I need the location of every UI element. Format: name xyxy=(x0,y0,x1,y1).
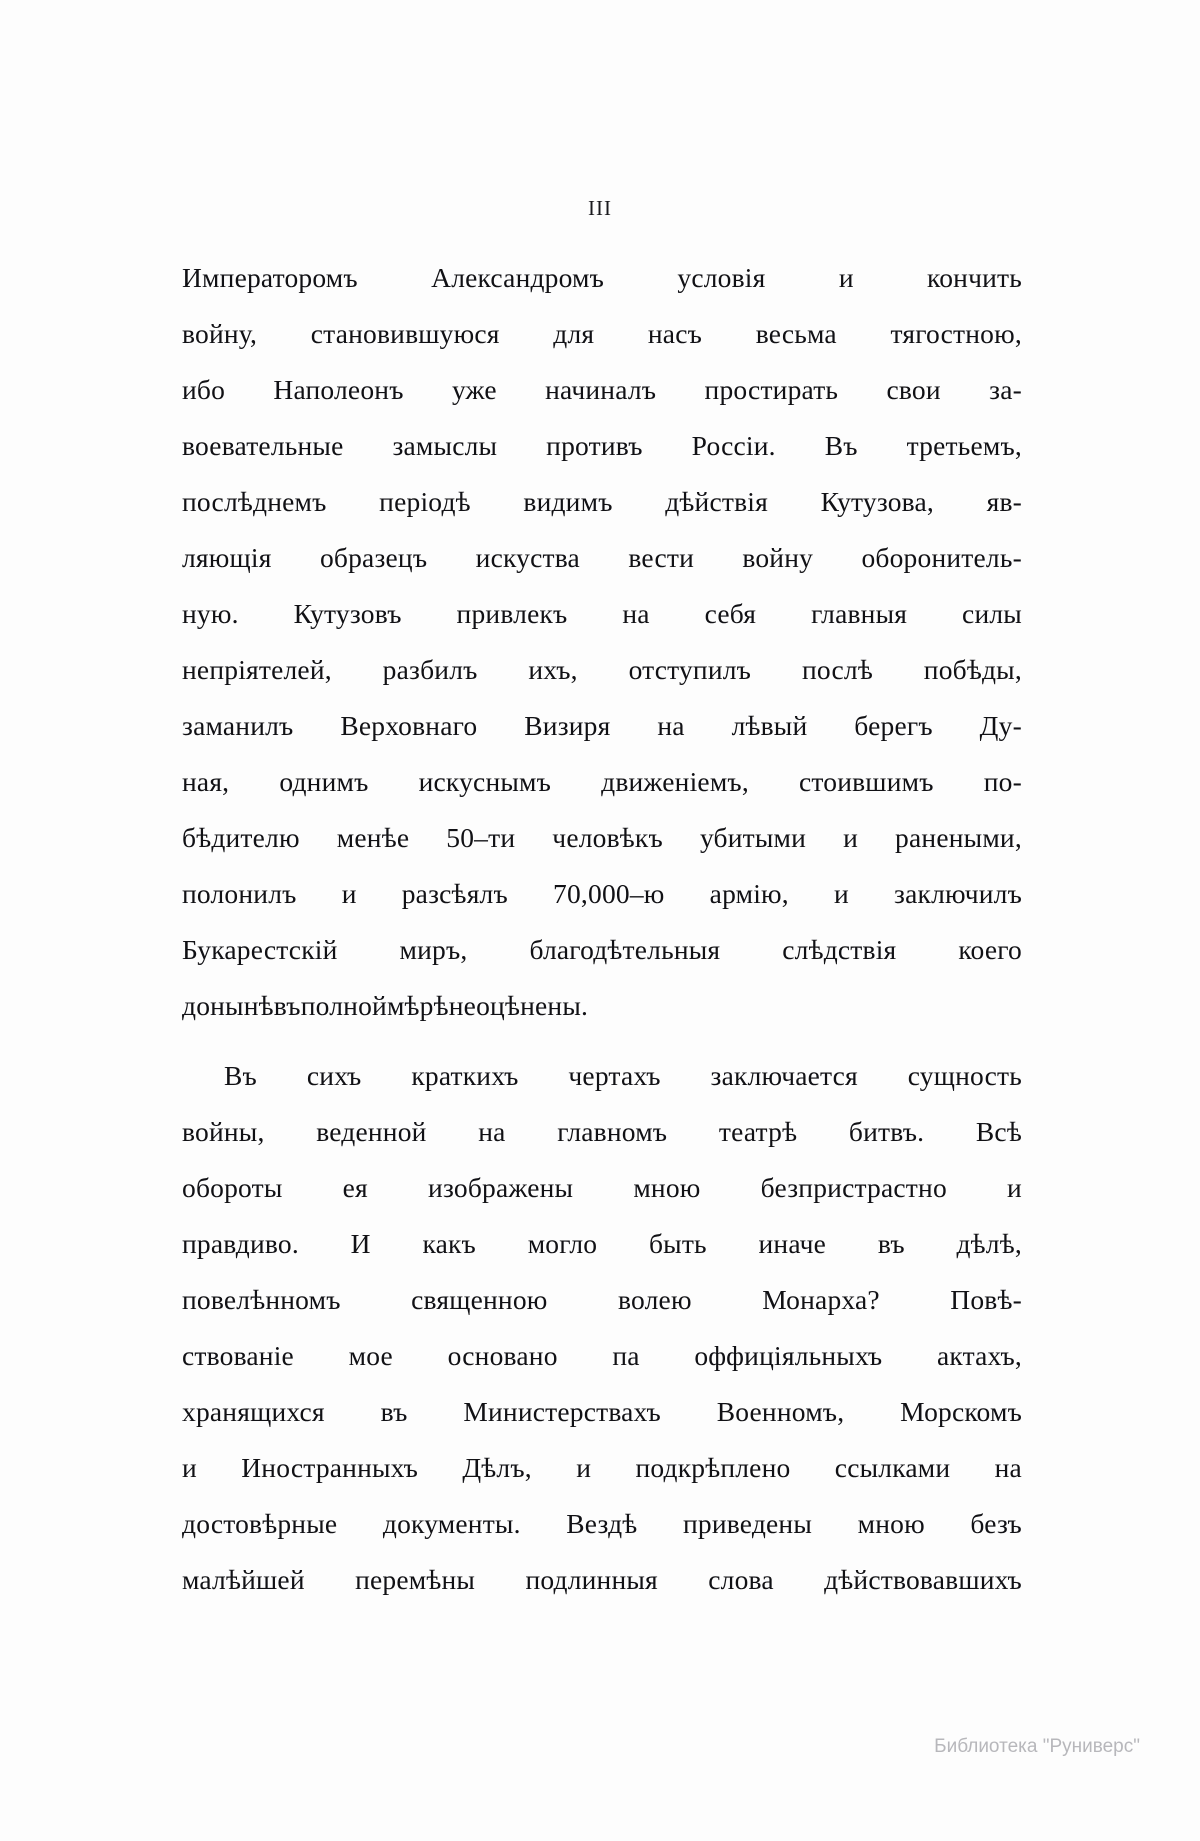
word: полонилъ xyxy=(182,878,297,909)
word: па xyxy=(612,1340,640,1371)
word: и xyxy=(1007,1172,1022,1203)
word: насъ xyxy=(647,318,703,349)
text-line xyxy=(182,586,1022,642)
word: себя xyxy=(704,598,757,629)
word: побѣды, xyxy=(923,654,1022,685)
word: сихъ xyxy=(306,1060,362,1091)
word: Повѣ- xyxy=(950,1284,1022,1315)
text-line xyxy=(182,810,1022,866)
word: не xyxy=(448,990,477,1021)
word: отступилъ xyxy=(628,654,752,685)
word: Россіи. xyxy=(691,430,776,461)
word: искуснымъ xyxy=(418,766,552,797)
word: и xyxy=(834,878,849,909)
text-line xyxy=(182,306,1022,362)
text-line xyxy=(182,362,1022,418)
word: въ xyxy=(380,1396,408,1427)
word: однимъ xyxy=(279,766,369,797)
word: періодѣ xyxy=(379,486,471,517)
word: образецъ xyxy=(319,542,428,573)
word: послѣднемъ xyxy=(182,486,327,517)
word: на xyxy=(994,1452,1022,1483)
word: быть xyxy=(648,1228,707,1259)
word: вести xyxy=(628,542,694,573)
text-line xyxy=(182,1216,1022,1272)
text-line xyxy=(182,250,1022,306)
word: безпристрастно xyxy=(760,1172,947,1203)
word: Морскомъ xyxy=(900,1396,1022,1427)
word: перемѣны xyxy=(355,1564,476,1595)
word: Монарха? xyxy=(762,1284,880,1315)
word: простирать xyxy=(704,374,839,405)
word: оффиціяльныхъ xyxy=(694,1340,883,1371)
word: повелѣнномъ xyxy=(182,1284,341,1315)
word: ссылками xyxy=(834,1452,951,1483)
word: достовѣрные xyxy=(182,1508,338,1539)
word: Верховнаго xyxy=(340,710,478,741)
word: оцѣнены. xyxy=(476,990,589,1021)
word: обороты xyxy=(182,1172,283,1203)
word: заключилъ xyxy=(894,878,1022,909)
text-line xyxy=(182,866,1022,922)
word: воевательные xyxy=(182,430,344,461)
text-line xyxy=(182,978,1022,1034)
word: могло xyxy=(527,1228,598,1259)
word: хранящихся xyxy=(182,1396,325,1427)
word: благодѣтельныя xyxy=(529,934,721,965)
word: движеніемъ, xyxy=(601,766,749,797)
word: театрѣ xyxy=(718,1116,798,1147)
word: видимъ xyxy=(523,486,613,517)
word: ихъ, xyxy=(528,654,578,685)
word: главномъ xyxy=(557,1116,668,1147)
word: Ду- xyxy=(979,710,1022,741)
word: актахъ, xyxy=(936,1340,1022,1371)
text-line xyxy=(182,1272,1022,1328)
word: сущность xyxy=(907,1060,1022,1091)
word: 70,000–ю xyxy=(553,878,665,909)
word: войну xyxy=(742,542,814,573)
word: становившуюся xyxy=(310,318,500,349)
word: Александромъ xyxy=(431,262,605,293)
text-line xyxy=(182,530,1022,586)
word: миръ, xyxy=(399,934,468,965)
word: лѣвый xyxy=(731,710,808,741)
text-line xyxy=(182,642,1022,698)
word: Наполеонъ xyxy=(273,374,404,405)
text-line xyxy=(182,1104,1022,1160)
word: И xyxy=(350,1228,371,1259)
word: Министерствахъ xyxy=(463,1396,661,1427)
word: Военномъ, xyxy=(716,1396,845,1427)
word: чертахъ xyxy=(568,1060,661,1091)
word: Кутузова, xyxy=(820,486,934,517)
word: и xyxy=(576,1452,592,1483)
word: свои xyxy=(886,374,941,405)
word: краткихъ xyxy=(411,1060,519,1091)
word: и xyxy=(838,262,854,293)
word: ранеными, xyxy=(895,822,1022,853)
word: на xyxy=(478,1116,506,1147)
text-line xyxy=(182,1384,1022,1440)
word: волею xyxy=(618,1284,692,1315)
word: Визиря xyxy=(524,710,611,741)
word: стоившимъ xyxy=(799,766,934,797)
word: кончить xyxy=(927,262,1022,293)
word: ная, xyxy=(182,766,230,797)
text-line xyxy=(182,698,1022,754)
word: мною xyxy=(857,1508,925,1539)
word: третьемъ, xyxy=(906,430,1022,461)
word: Иностранныхъ xyxy=(241,1452,419,1483)
library-watermark: Библиотека "Руниверс" xyxy=(934,1736,1140,1757)
word: бѣдителю xyxy=(182,822,300,853)
word: дѣйствовавшихъ xyxy=(824,1564,1022,1595)
word: иначе xyxy=(758,1228,827,1259)
word: Вездѣ xyxy=(566,1508,638,1539)
text-line xyxy=(182,1160,1022,1216)
word: подлинныя xyxy=(525,1564,658,1595)
word: коего xyxy=(958,934,1022,965)
word: привлекъ xyxy=(456,598,568,629)
word: какъ xyxy=(422,1228,476,1259)
word: разсѣялъ xyxy=(401,878,508,909)
word: мѣрѣ xyxy=(386,990,449,1021)
page-number: III xyxy=(588,196,612,220)
word: мое xyxy=(348,1340,393,1371)
word: берегъ xyxy=(854,710,933,741)
word: искуства xyxy=(475,542,580,573)
word: замыслы xyxy=(392,430,498,461)
word: Кутузовъ xyxy=(293,598,402,629)
word: 50–ти xyxy=(446,822,516,853)
word: армію, xyxy=(709,878,789,909)
word: Букарестскій xyxy=(182,934,338,965)
word: священною xyxy=(411,1284,548,1315)
text-line xyxy=(182,474,1022,530)
word: Въ xyxy=(224,1060,257,1091)
word: правдиво. xyxy=(182,1228,299,1259)
word: начиналъ xyxy=(545,374,657,405)
word: битвъ. xyxy=(848,1116,925,1147)
word: человѣкъ xyxy=(552,822,663,853)
word: и xyxy=(341,878,357,909)
word: Всѣ xyxy=(975,1116,1022,1147)
word: силы xyxy=(962,598,1022,629)
word: войну, xyxy=(182,318,258,349)
word: изображены xyxy=(428,1172,574,1203)
word: послѣ xyxy=(801,654,873,685)
word: яв- xyxy=(986,486,1022,517)
word: противъ xyxy=(546,430,643,461)
word: безъ xyxy=(970,1508,1022,1539)
word: ляющія xyxy=(182,542,272,573)
word: документы. xyxy=(382,1508,521,1539)
word: на xyxy=(657,710,685,741)
word: приведены xyxy=(682,1508,813,1539)
word: донынѣ xyxy=(182,990,274,1021)
text-line xyxy=(182,1048,1022,1104)
word: малѣйшей xyxy=(182,1564,305,1595)
word: за- xyxy=(989,374,1022,405)
word: веденной xyxy=(316,1116,427,1147)
word: подкрѣплено xyxy=(635,1452,791,1483)
word: менѣе xyxy=(336,822,410,853)
word: разбилъ xyxy=(382,654,478,685)
word: основано xyxy=(447,1340,558,1371)
word: ея xyxy=(342,1172,368,1203)
word: оборонитель- xyxy=(861,542,1022,573)
word: войны, xyxy=(182,1116,265,1147)
body-text xyxy=(182,250,1022,1608)
word: слова xyxy=(708,1564,774,1595)
word: весьма xyxy=(755,318,837,349)
word: Въ xyxy=(824,430,858,461)
word: уже xyxy=(451,374,497,405)
word: Дѣлъ, xyxy=(462,1452,532,1483)
paragraph xyxy=(182,250,1022,1034)
paragraph xyxy=(182,1048,1022,1608)
word: по- xyxy=(983,766,1022,797)
word: мною xyxy=(633,1172,701,1203)
word: дѣйствія xyxy=(665,486,768,517)
word: ную. xyxy=(182,598,239,629)
word: заключается xyxy=(710,1060,858,1091)
word: для xyxy=(553,318,595,349)
word: и xyxy=(182,1452,197,1483)
word: убитыми xyxy=(699,822,807,853)
text-line xyxy=(182,1496,1022,1552)
word: на xyxy=(622,598,650,629)
word: условія xyxy=(677,262,766,293)
text-line xyxy=(182,754,1022,810)
word: Императоромъ xyxy=(182,262,358,293)
word: и xyxy=(843,822,859,853)
word: въ xyxy=(273,990,301,1021)
word: тягостною, xyxy=(890,318,1022,349)
word: заманилъ xyxy=(182,710,294,741)
word: ствованіе xyxy=(182,1340,294,1371)
text-line xyxy=(182,1552,1022,1608)
word: слѣдствія xyxy=(782,934,897,965)
text-line xyxy=(182,1328,1022,1384)
word: полной xyxy=(300,990,387,1021)
text-line xyxy=(182,418,1022,474)
word: въ xyxy=(877,1228,905,1259)
word: непріятелей, xyxy=(182,654,332,685)
word: дѣлѣ, xyxy=(956,1228,1022,1259)
word: ибо xyxy=(182,374,226,405)
text-line xyxy=(182,1440,1022,1496)
word: главныя xyxy=(811,598,908,629)
text-line xyxy=(182,922,1022,978)
